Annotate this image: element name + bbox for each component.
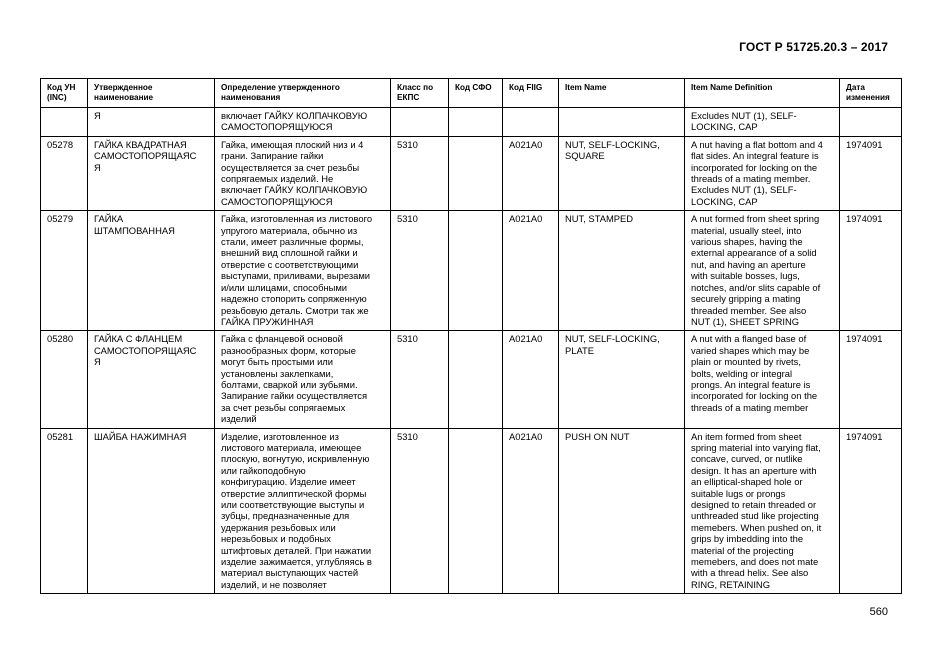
page-number: 560 [869,606,888,618]
cell-item-definition: An item formed from sheet spring material into varying flat, concave, curved, or nutlike design. It has an aperture with an elliptical-shaped hole or suitable lugs or prongs designed to retain threaded or unthreaded stud like projecting memebers. When pushed on, it grips by imbedding into the material of the projecting memebers, and does not mate with a thread helix. See also RING, RETAINING [685,428,840,594]
cell-approved-name: ГАЙКА КВАДРАТНАЯ САМОСТОПОРЯЩАЯС Я [88,136,215,210]
cell-class [391,108,449,137]
column-header-date: Дата изменения [840,79,902,108]
table-row [41,136,902,210]
cell-inc [41,108,88,137]
cell-class: 5310 [391,136,449,210]
table-header-row [41,79,902,108]
cell-inc: 05281 [41,428,88,594]
cell-date: 1974091 [840,331,902,428]
cell-definition: Гайка с фланцевой основой разнообразных форм, которые могут быть простыми или установлены заклепками, болтами, сваркой или зубьями. Запирание гайки осуществляется за счет резьбы сопрягаемых изделий [215,331,391,428]
cell-item-name: NUT, STAMPED [559,211,685,331]
column-header-definition: Определение утвержденного наименования [215,79,391,108]
cell-item-definition: A nut having a flat bottom and 4 flat sides. An integral feature is incorporated for locking on the threads of a mating member. Excludes NUT (1), SELF- LOCKING, CAP [685,136,840,210]
column-header-item-name: Item Name [559,79,685,108]
cell-fiig [503,108,559,137]
table-row [41,108,902,137]
cell-class: 5310 [391,331,449,428]
cell-definition: Гайка, изготовленная из листового упругого материала, обычно из стали, имеет различные формы, внешний вид сплошной гайки и отверстие с соответствующими выступами, приливами, вырезами и/или шлицами, способными надежно стопорить сопряженную резьбовую деталь. Смотри так же ГАЙКА ПРУЖИННАЯ [215,211,391,331]
cell-item-name: NUT, SELF-LOCKING, PLATE [559,331,685,428]
cell-sfo [449,108,503,137]
cell-approved-name: ГАЙКА ШТАМПОВАННАЯ [88,211,215,331]
cell-date [840,108,902,137]
column-header-approved-name: Утвержденное наименование [88,79,215,108]
cell-fiig: A021A0 [503,331,559,428]
cell-approved-name: Я [88,108,215,137]
cell-item-name [559,108,685,137]
cell-date: 1974091 [840,211,902,331]
cell-definition: включает ГАЙКУ КОЛПАЧКОВУЮ САМОСТОПОРЯЩУЮСЯ [215,108,391,137]
cell-fiig: A021A0 [503,136,559,210]
cell-definition: Гайка, имеющая плоский низ и 4 грани. Запирание гайки осуществляется за счет резьбы сопрягаемых изделий. Не включает ГАЙКУ КОЛПАЧКОВУЮ САМОСТОПОРЯЩУЮСЯ [215,136,391,210]
cell-class: 5310 [391,428,449,594]
cell-inc: 05279 [41,211,88,331]
table-row [41,428,902,594]
column-header-fiig: Код FIIG [503,79,559,108]
cell-item-name: PUSH ON NUT [559,428,685,594]
cell-class: 5310 [391,211,449,331]
column-header-item-definition: Item Name Definition [685,79,840,108]
table-row [41,211,902,331]
column-header-sfo: Код СФО [449,79,503,108]
cell-sfo [449,211,503,331]
cell-inc: 05280 [41,331,88,428]
cell-sfo [449,136,503,210]
catalog-table [40,78,902,594]
cell-approved-name: ШАЙБА НАЖИМНАЯ [88,428,215,594]
cell-item-definition: Excludes NUT (1), SELF- LOCKING, CAP [685,108,840,137]
cell-sfo [449,331,503,428]
cell-item-name: NUT, SELF-LOCKING, SQUARE [559,136,685,210]
cell-fiig: A021A0 [503,428,559,594]
cell-fiig: A021A0 [503,211,559,331]
table-row [41,331,902,428]
document-title: ГОСТ Р 51725.20.3 – 2017 [739,40,888,54]
cell-approved-name: ГАЙКА С ФЛАНЦЕМ САМОСТОПОРЯЩАЯС Я [88,331,215,428]
cell-date: 1974091 [840,428,902,594]
cell-date: 1974091 [840,136,902,210]
cell-definition: Изделие, изготовленное из листового материала, имеющее плоскую, вогнутую, искривленную или гайкоподобную конфигурацию. Изделие имеет отверстие эллиптической формы или соответствующие выступы и зубцы, предназначенные для удержания резьбовых или нерезьбовых и подобных штифтовых деталей. При нажатии изделие зажимается, углубляясь в материал выступающих частей изделий, и не позволяет [215,428,391,594]
column-header-class: Класс по ЕКПС [391,79,449,108]
cell-sfo [449,428,503,594]
cell-inc: 05278 [41,136,88,210]
column-header-inc: Код УН (INC) [41,79,88,108]
cell-item-definition: A nut with a flanged base of varied shapes which may be plain or mounted by rivets, bolts, welding or integral prongs. An integral feature is incorporated for locking on the threads of a mating member [685,331,840,428]
cell-item-definition: A nut formed from sheet spring material, usually steel, into various shapes, having the external appearance of a solid nut, and having an aperture with suitable bosses, lugs, notches, and/or slits capable of securely gripping a mating threaded member. See also NUT (1), SHEET SPRING [685,211,840,331]
